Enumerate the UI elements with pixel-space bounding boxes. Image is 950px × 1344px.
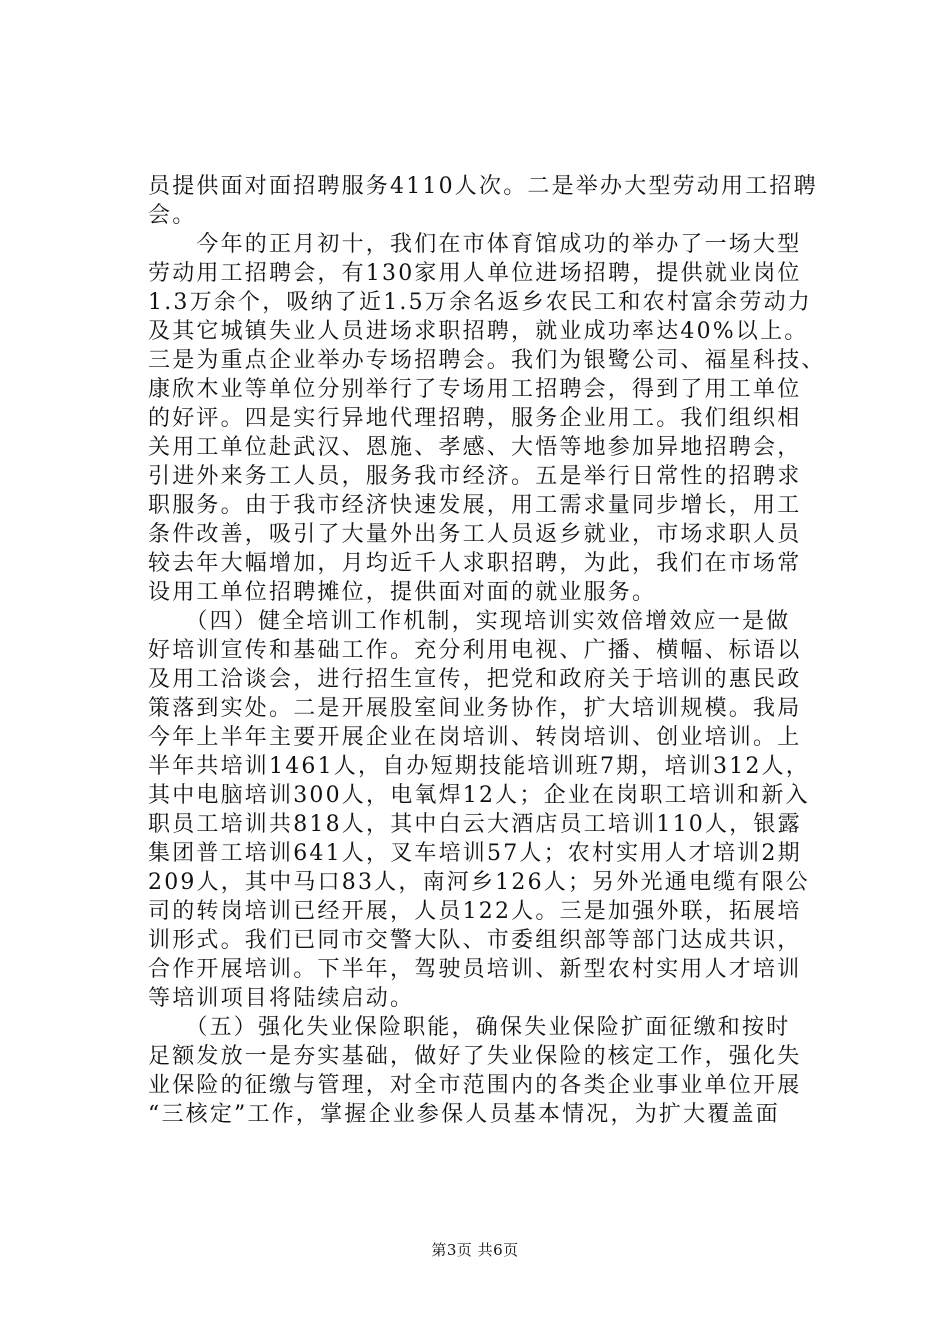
text-line: （五）强化失业保险职能，确保失业保险扩面征缴和按时 — [148, 1015, 791, 1040]
body-text — [148, 172, 838, 1129]
text-line: 引进外来务工人员，服务我市经济。五是举行日常性的招聘求 — [148, 464, 802, 489]
text-line: 半年共培训1461人，自办短期技能培训班7期，培训312人， — [148, 754, 810, 779]
text-line: 职员工培训共818人，其中白云大酒店员工培训110人，银露 — [148, 812, 802, 837]
text-line: 司的转岗培训已经开展，人员122人。三是加强外联，拓展培 — [148, 899, 802, 924]
text-line: 会。 — [148, 203, 197, 228]
text-line: 合作开展培训。下半年，驾驶员培训、新型农村实用人才培训 — [148, 957, 802, 982]
text-line: 设用工单位招聘摊位，提供面对面的就业服务。 — [148, 580, 657, 605]
text-line: 条件改善，吸引了大量外出务工人员返乡就业，市场求职人员 — [148, 522, 802, 547]
text-line: 及其它城镇失业人员进场求职招聘，就业成功率达40%以上。 — [148, 319, 809, 344]
text-line: 足额发放一是夯实基础，做好了失业保险的核定工作，强化失 — [148, 1044, 802, 1069]
text-line: 1.3万余个，吸纳了近1.5万余名返乡农民工和农村富余劳动力 — [148, 290, 812, 315]
text-line: 策落到实处。二是开展股室间业务协作，扩大培训规模。我局 — [148, 696, 802, 721]
text-line: “三核定”工作，掌握企业参保人员基本情况，为扩大覆盖面 — [148, 1102, 780, 1127]
text-line: 好培训宣传和基础工作。充分利用电视、广播、横幅、标语以 — [148, 638, 802, 663]
text-line: 业保险的征缴与管理，对全市范围内的各类企业事业单位开展 — [148, 1073, 802, 1098]
text-line: 209人，其中马口83人，南河乡126人；另外光通电缆有限公 — [148, 870, 810, 895]
text-line: 其中电脑培训300人，电氧焊12人；企业在岗职工培训和新入 — [148, 783, 810, 808]
text-line: 的好评。四是实行异地代理招聘，服务企业用工。我们组织相 — [148, 406, 802, 431]
text-line: 训形式。我们已同市交警大队、市委组织部等部门达成共识， — [148, 928, 802, 953]
text-line: 关用工单位赴武汉、恩施、孝感、大悟等地参加异地招聘会， — [148, 435, 802, 460]
text-line: （四）健全培训工作机制，实现培训实效倍增效应一是做 — [148, 609, 791, 634]
text-line: 康欣木业等单位分别举行了专场用工招聘会，得到了用工单位 — [148, 377, 802, 402]
text-line: 较去年大幅增加，月均近千人求职招聘，为此，我们在市场常 — [148, 551, 802, 576]
text-line: 今年的正月初十，我们在市体育馆成功的举办了一场大型 — [148, 232, 802, 257]
text-line: 及用工洽谈会，进行招生宣传，把党和政府关于培训的惠民政 — [148, 667, 802, 692]
text-line: 劳动用工招聘会，有130家用人单位进场招聘，提供就业岗位 — [148, 261, 802, 286]
text-line: 员提供面对面招聘服务4110人次。二是举办大型劳动用工招聘 — [148, 174, 818, 199]
text-line: 职服务。由于我市经济快速发展，用工需求量同步增长，用工 — [148, 493, 802, 518]
text-line: 集团普工培训641人，叉车培训57人；农村实用人才培训2期 — [148, 841, 802, 866]
text-line: 等培训项目将陆续启动。 — [148, 986, 415, 1011]
page-footer: 第3页 共6页 — [431, 1241, 519, 1259]
text-line: 三是为重点企业举办专场招聘会。我们为银鹭公司、福星科技、 — [148, 348, 826, 373]
text-line: 今年上半年主要开展企业在岗培训、转岗培训、创业培训。上 — [148, 725, 802, 750]
